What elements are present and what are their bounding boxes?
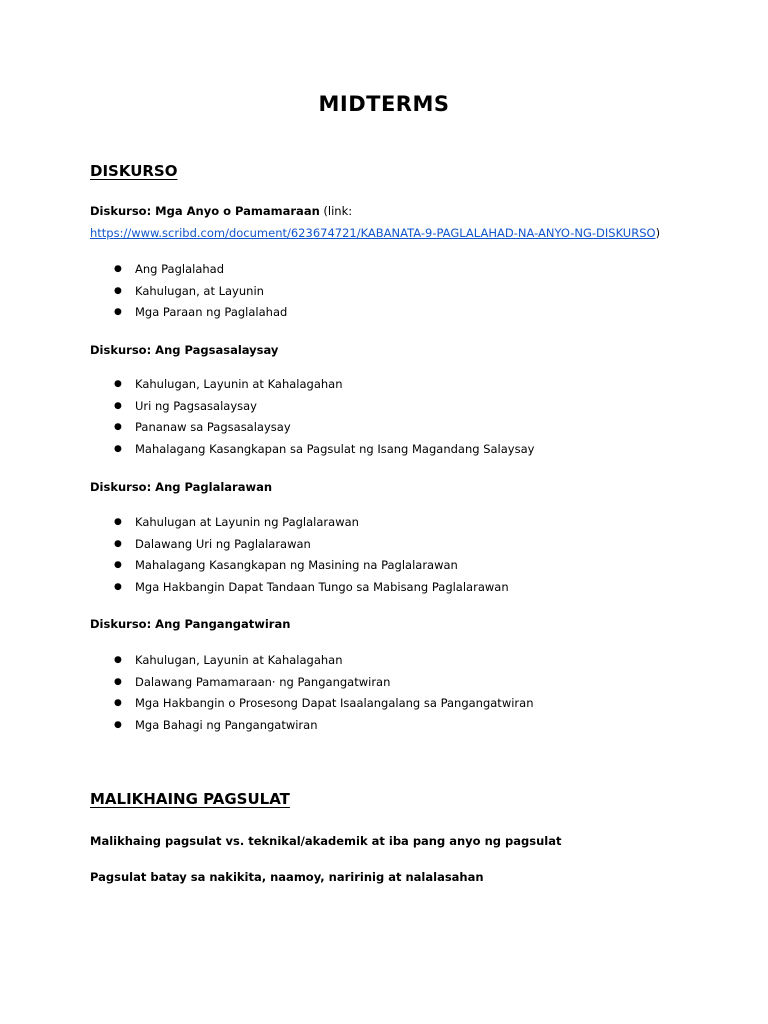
document-title: MIDTERMS [318, 92, 450, 116]
list-item: ● Mga Hakbangin Dapat Tandaan Tungo sa Mabisang Paglalarawan [90, 577, 509, 599]
bullet-icon: ● [114, 560, 122, 570]
list-item: ● Kahulugan, Layunin at Kahalagahan [90, 374, 534, 396]
link-close: ) [655, 226, 661, 240]
list-item: ● Kahulugan, Layunin at Kahalagahan [90, 650, 534, 672]
topic-label: Diskurso: Ang Paglalarawan [90, 480, 273, 494]
section-heading-diskurso: DISKURSO [90, 162, 178, 180]
list-item: ● Uri ng Pagsasalaysay [90, 396, 534, 418]
topic-line: Malikhaing pagsulat vs. teknikal/akademik at iba pang anyo ng pagsulat [90, 834, 562, 848]
list-item: ● Ang Paglalahad [90, 259, 287, 281]
bullet-icon: ● [114, 538, 122, 549]
topic-label: Diskurso: Mga Anyo o Pamamaraan [90, 204, 320, 218]
section-heading-malikhaing-pagsulat: MALIKHAING PAGSULAT [90, 790, 290, 808]
bullet-icon: ● [114, 379, 122, 389]
bullet-icon: ● [114, 307, 122, 317]
bullet-icon: ● [114, 676, 122, 687]
list-item: ● Mahalagang Kasangkapan ng Masining na Paglalarawan [90, 555, 509, 577]
bullet-list [90, 512, 509, 598]
topic-label: Diskurso: Ang Pagsasalaysay [90, 343, 279, 357]
list-item: ● Dalawang Uri ng Paglalarawan [90, 534, 509, 556]
bullet-icon: ● [114, 443, 122, 454]
bullet-icon: ● [114, 719, 122, 730]
list-item: ● Mga Bahagi ng Pangangatwiran [90, 715, 534, 737]
bullet-icon: ● [114, 581, 122, 592]
list-item: ● Mga Hakbangin o Prosesong Dapat Isaalangalang sa Pangangatwiran [90, 693, 534, 715]
bullet-icon: ● [114, 698, 122, 708]
bullet-icon: ● [114, 422, 122, 432]
bullet-icon: ● [114, 655, 122, 665]
link-line [90, 226, 660, 240]
list-item: ● Dalawang Pamamaraan· ng Pangangatwiran [90, 672, 534, 694]
topic-heading [90, 342, 278, 358]
list-item: ● Pananaw sa Pagsasalaysay [90, 417, 534, 439]
topic-line: Pagsulat batay sa nakikita, naamoy, naririnig at nalalasahan [90, 870, 484, 884]
bullet-icon: ● [114, 264, 122, 274]
bullet-icon: ● [114, 517, 122, 527]
topic-label: Diskurso: Ang Pangangatwiran [90, 617, 291, 631]
list-item: ● Mga Paraan ng Paglalahad [90, 302, 287, 324]
topic-heading [90, 203, 352, 219]
scribd-link[interactable]: https://www.scribd.com/document/623674721/KABANATA-9-PAGLALAHAD-NA-ANYO-NG-DISKURSO [90, 226, 656, 240]
topic-heading [90, 616, 290, 632]
list-item: ● Kahulugan, at Layunin [90, 281, 287, 303]
bullet-list [90, 650, 534, 736]
list-item: ● Mahalagang Kasangkapan sa Pagsulat ng Isang Magandang Salaysay [90, 439, 534, 461]
bullet-list [90, 374, 534, 460]
bullet-icon: ● [114, 400, 122, 411]
topic-heading [90, 479, 272, 495]
bullet-list [90, 259, 287, 324]
topic-suffix: (link: [319, 204, 353, 218]
bullet-icon: ● [114, 285, 122, 296]
list-item: ● Kahulugan at Layunin ng Paglalarawan [90, 512, 509, 534]
